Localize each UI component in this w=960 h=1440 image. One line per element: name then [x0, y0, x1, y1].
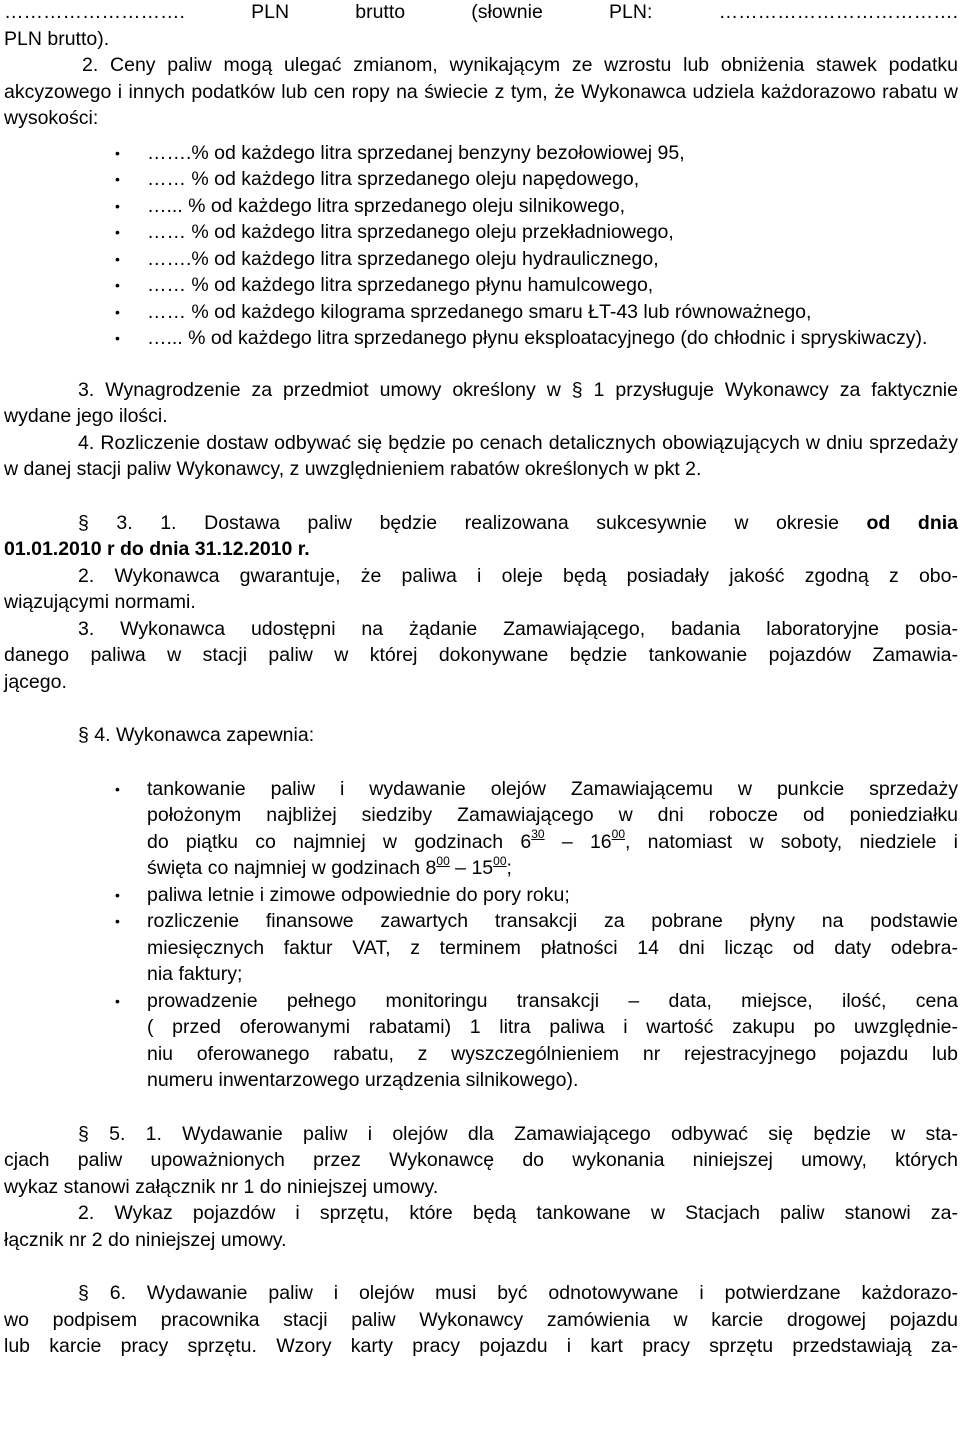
paragraph-3-point-3: 3. Wykonawca udostępni na żądanie Zamawiającego, badania laboratoryjne posia- danego paliwa w stacji paliw w której dokonywane będzie tankowanie pojazdów Zamawia- jącego.: [4, 617, 958, 693]
paragraph-3-point-1: [4, 510, 958, 563]
discount-list: [4, 140, 958, 352]
discount-item: • …... % od każdego litra sprzedanego oleju silnikowego,: [4, 193, 958, 220]
period-start-label: od dnia: [866, 511, 959, 534]
header-line-1: ………………………. PLN brutto (słownie PLN: ……………………………….: [4, 1, 958, 23]
discount-item: • …… % od każdego litra sprzedanego oleju napędowego,: [4, 166, 958, 193]
discount-item: • …….% od każdego litra sprzedanej benzyny bezołowiowej 95,: [4, 140, 958, 167]
discount-item: • …… % od każdego litra sprzedanego oleju przekładniowego,: [4, 219, 958, 246]
discount-item: • …... % od każdego litra sprzedanego płynu eksploatacyjnego (do chłodnic i spryskiwaczy).: [4, 325, 958, 352]
point-3: 3. Wynagrodzenie za przedmiot umowy określony w § 1 przysługuje Wykonawcy za faktycznie wydane jego ilości.: [4, 378, 958, 427]
header-line-2: PLN brutto).: [4, 27, 110, 50]
paragraph-3-line-1: § 3. 1. Dostawa paliw będzie realizowana sukcesywnie w okresie od dnia: [78, 511, 959, 534]
discount-item: • …… % od każdego kilograma sprzedanego smaru ŁT-43 lub równoważnego,: [4, 299, 958, 326]
obligation-item-invoicing: • rozliczenie finansowe zawartych transakcji za pobrane płyny na podstawie miesięcznych faktur VAT, z terminem płatności 14 dni licząc od daty odebra- nia faktury;: [4, 908, 958, 988]
point-4: 4. Rozliczenie dostaw odbywać się będzie po cenach detalicznych obowiązujących w dniu sprzedaży w danej stacji paliw Wykonawcy, z uwzględnieniem rabatów określonych w pkt 2.: [4, 431, 958, 480]
discount-item: • …….% od każdego litra sprzedanego oleju hydraulicznego,: [4, 246, 958, 273]
header-price-line: [4, 0, 958, 52]
obligation-item-seasonal: • paliwa letnie i zimowe odpowiednie do pory roku;: [4, 882, 958, 909]
period-dates: 01.01.2010 r do dnia 31.12.2010 r.: [4, 538, 310, 560]
obligation-item-hours: • tankowanie paliw i wydawanie olejów Zamawiającemu w punkcie sprzedaży położonym najbliżej siedziby Zamawiającego w dni robocze od poniedziałku do piątku co najmniej w godzinach $6^{30} - 16^{00}$, natomiast w soboty, niedziele i święta co najmniej w godzinach $8^{00} - 15^{00}$;: [4, 776, 958, 882]
document-page: [4, 0, 958, 1360]
paragraph-6: § 6. Wydawanie paliw i olejów musi być odnotowywane i potwierdzane każdorazo- wo podpisem pracownika stacji paliw Wykonawcy zamówienia w karcie drogowej pojazdu lub karcie pracy sprzętu. Wzory karty pracy pojazdu i kart pracy sprzętu przedstawiają za-: [4, 1282, 958, 1357]
section-2-intro: 2. Ceny paliw mogą ulegać zmianom, wynikającym ze wzrostu lub obniżenia stawek podatku akcyzowego i innych podatków lub cen ropy na świecie z tym, że Wykonawca udziela każdorazowo rabatu w wysokości:: [4, 54, 958, 129]
paragraph-4-heading: § 4. Wykonawca zapewnia:: [78, 724, 315, 746]
paragraph-5-point-2: 2. Wykaz pojazdów i sprzętu, które będą tankowane w Stacjach paliw stanowi za- łącznik nr 2 do niniejszej umowy.: [4, 1202, 958, 1251]
obligation-item-monitoring: • prowadzenie pełnego monitoringu transakcji – data, miejsce, ilość, cena ( przed oferowanymi rabatami) 1 litra paliwa i wartość zakupu po uwzględnie- niu oferowanego rabatu, z wyszczególnieniem nr rejestracyjnego pojazdu lub numeru inwentarzowego urządzenia silnikowego).: [4, 988, 958, 1094]
paragraph-5-point-1: § 5. 1. Wydawanie paliw i olejów dla Zamawiającego odbywać się będzie w sta- cjach paliw upoważnionych przez Wykonawcę do wykonania niniejszej umowy, których wykaz stanowi załącznik nr 1 do niniejszej umowy.: [4, 1122, 958, 1198]
obligations-list: [4, 776, 958, 1094]
paragraph-3-point-2: 2. Wykonawca gwarantuje, że paliwa i oleje będą posiadały jakość zgodną z obo- wiązującymi normami.: [4, 564, 958, 613]
discount-item: • …… % od każdego litra sprzedanego płynu hamulcowego,: [4, 272, 958, 299]
